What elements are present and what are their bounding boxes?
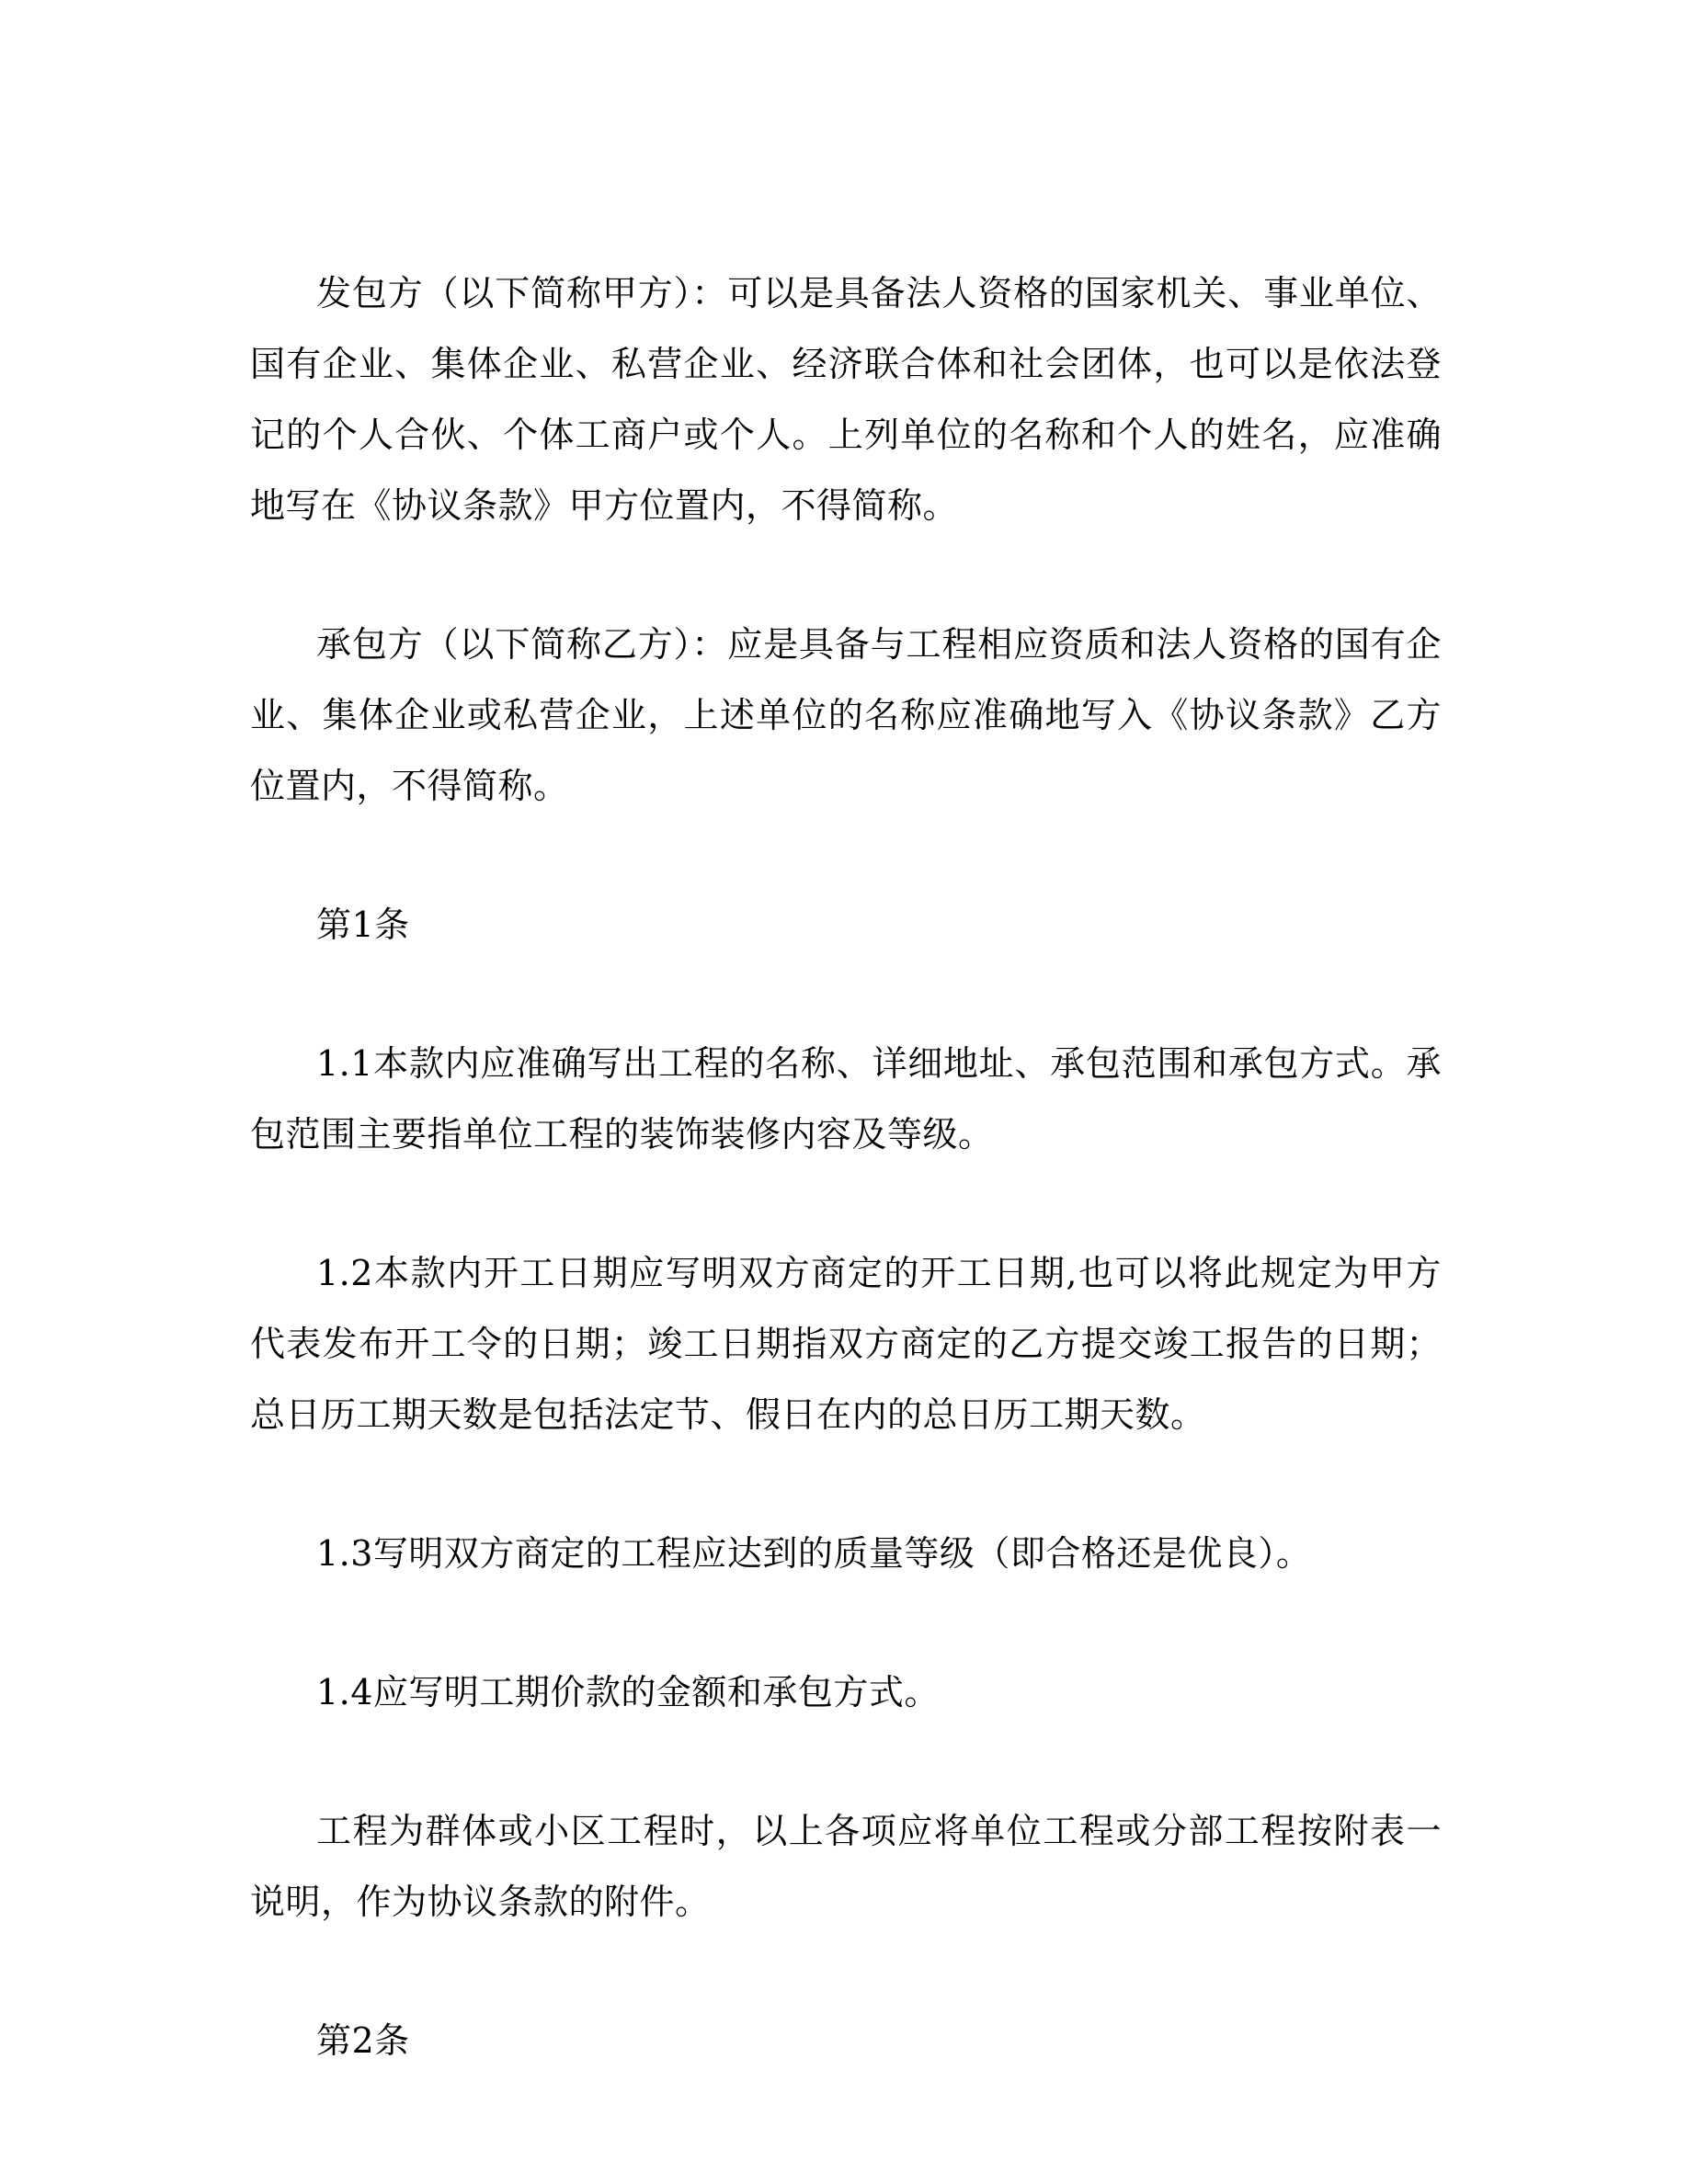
clause-1-1: 1.1本款内应准确写出工程的名称、详细地址、承包范围和承包方式。承包范围主要指单位工程的装饰装修内容及等级。 <box>250 1043 1442 1155</box>
paragraph-group-project-note: 工程为群体或小区工程时，以上各项应将单位工程或分部工程按附表一说明，作为协议条款的附件。 <box>250 1811 1442 1922</box>
paragraph-gap <box>250 1450 1442 1519</box>
article-2-heading: 第2条 <box>316 2020 410 2061</box>
paragraph-contractor-party-a: 发包方（以下简称甲方）：可以是具备法人资格的国家机关、事业单位、国有企业、集体企业、私营企业、经济联合体和社会团体，也可以是依法登记的个人合伙、个体工商户或个人。上列单位的名称和个人的姓名，应准确地写在《协议条款》甲方位置内，不得简称。 <box>250 273 1442 526</box>
paragraph-gap <box>250 961 1442 1029</box>
document-body <box>250 258 1442 2076</box>
paragraph-gap <box>250 541 1442 609</box>
paragraph-gap <box>250 1728 1442 1796</box>
paragraph-gap <box>250 1170 1442 1238</box>
clause-1-3: 1.3写明双方商定的工程应达到的质量等级（即合格还是优良）。 <box>316 1533 1312 1574</box>
clause-1-2: 1.2本款内开工日期应写明双方商定的开工日期,也可以将此规定为甲方代表发布开工令的日期；竣工日期指双方商定的乙方提交竣工报告的日期；总日历工期天数是包括法定节、假日在内的总日历工期天数。 <box>250 1253 1442 1435</box>
clause-1-4: 1.4应写明工期价款的金额和承包方式。 <box>316 1672 940 1712</box>
paragraph-contractor-party-b: 承包方（以下简称乙方）：应是具备与工程相应资质和法人资格的国有企业、集体企业或私营企业，上述单位的名称应准确地写入《协议条款》乙方位置内，不得简称。 <box>250 624 1442 806</box>
article-1-heading: 第1条 <box>316 904 410 945</box>
paragraph-gap <box>250 1938 1442 2006</box>
paragraph-gap <box>250 1589 1442 1657</box>
paragraph-gap <box>250 822 1442 890</box>
